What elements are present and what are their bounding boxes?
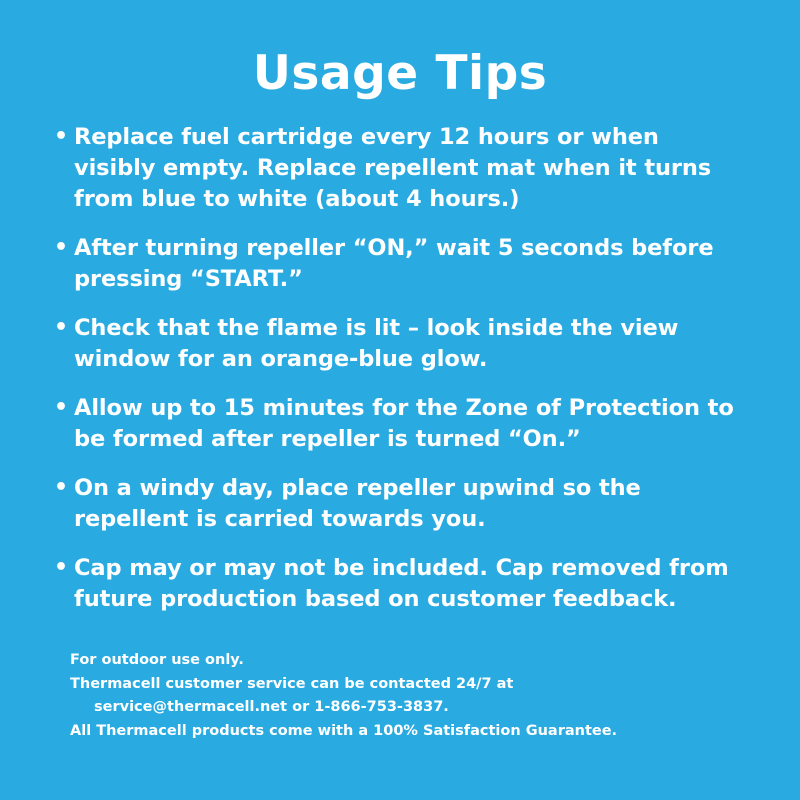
list-item-text: Allow up to 15 minutes for the Zone of Protection to be formed after repeller is turned “On.” bbox=[74, 395, 734, 453]
list-item bbox=[54, 313, 746, 375]
footer-line-customer-service: Thermacell customer service can be contacted 24/7 at bbox=[70, 675, 514, 692]
list-item-text: Replace fuel cartridge every 12 hours or when visibly empty. Replace repellent mat when it turns from blue to white (about 4 hours.) bbox=[74, 123, 712, 212]
bullet-icon: • bbox=[54, 395, 69, 421]
footer-line-outdoor-use: For outdoor use only. bbox=[70, 652, 244, 669]
footer-line-contact: service@thermacell.net or 1-866-753-3837. bbox=[94, 699, 449, 716]
list-item bbox=[54, 233, 746, 295]
list-item-text: On a windy day, place repeller upwind so the repellent is carried towards you. bbox=[74, 475, 641, 533]
list-item-text: Cap may or may not be included. Cap removed from future production based on customer feedback. bbox=[74, 555, 729, 613]
bullet-icon: • bbox=[54, 475, 69, 501]
list-item bbox=[54, 473, 746, 535]
bullet-icon: • bbox=[54, 555, 69, 581]
list-item bbox=[54, 122, 746, 215]
footer-line-guarantee: All Thermacell products come with a 100% Satisfaction Guarantee. bbox=[70, 722, 618, 739]
usage-tips-list bbox=[48, 122, 752, 616]
list-item bbox=[54, 393, 746, 455]
bullet-icon: • bbox=[54, 314, 69, 340]
bullet-icon: • bbox=[54, 234, 69, 260]
page-title: Usage Tips bbox=[252, 46, 548, 101]
list-item-text: Check that the flame is lit – look inside the view window for an orange-blue glow. bbox=[74, 314, 679, 372]
list-item-text: After turning repeller “ON,” wait 5 seconds before pressing “START.” bbox=[74, 234, 714, 292]
footer-notice bbox=[48, 649, 752, 743]
list-item bbox=[54, 553, 746, 615]
bullet-icon: • bbox=[54, 123, 69, 149]
